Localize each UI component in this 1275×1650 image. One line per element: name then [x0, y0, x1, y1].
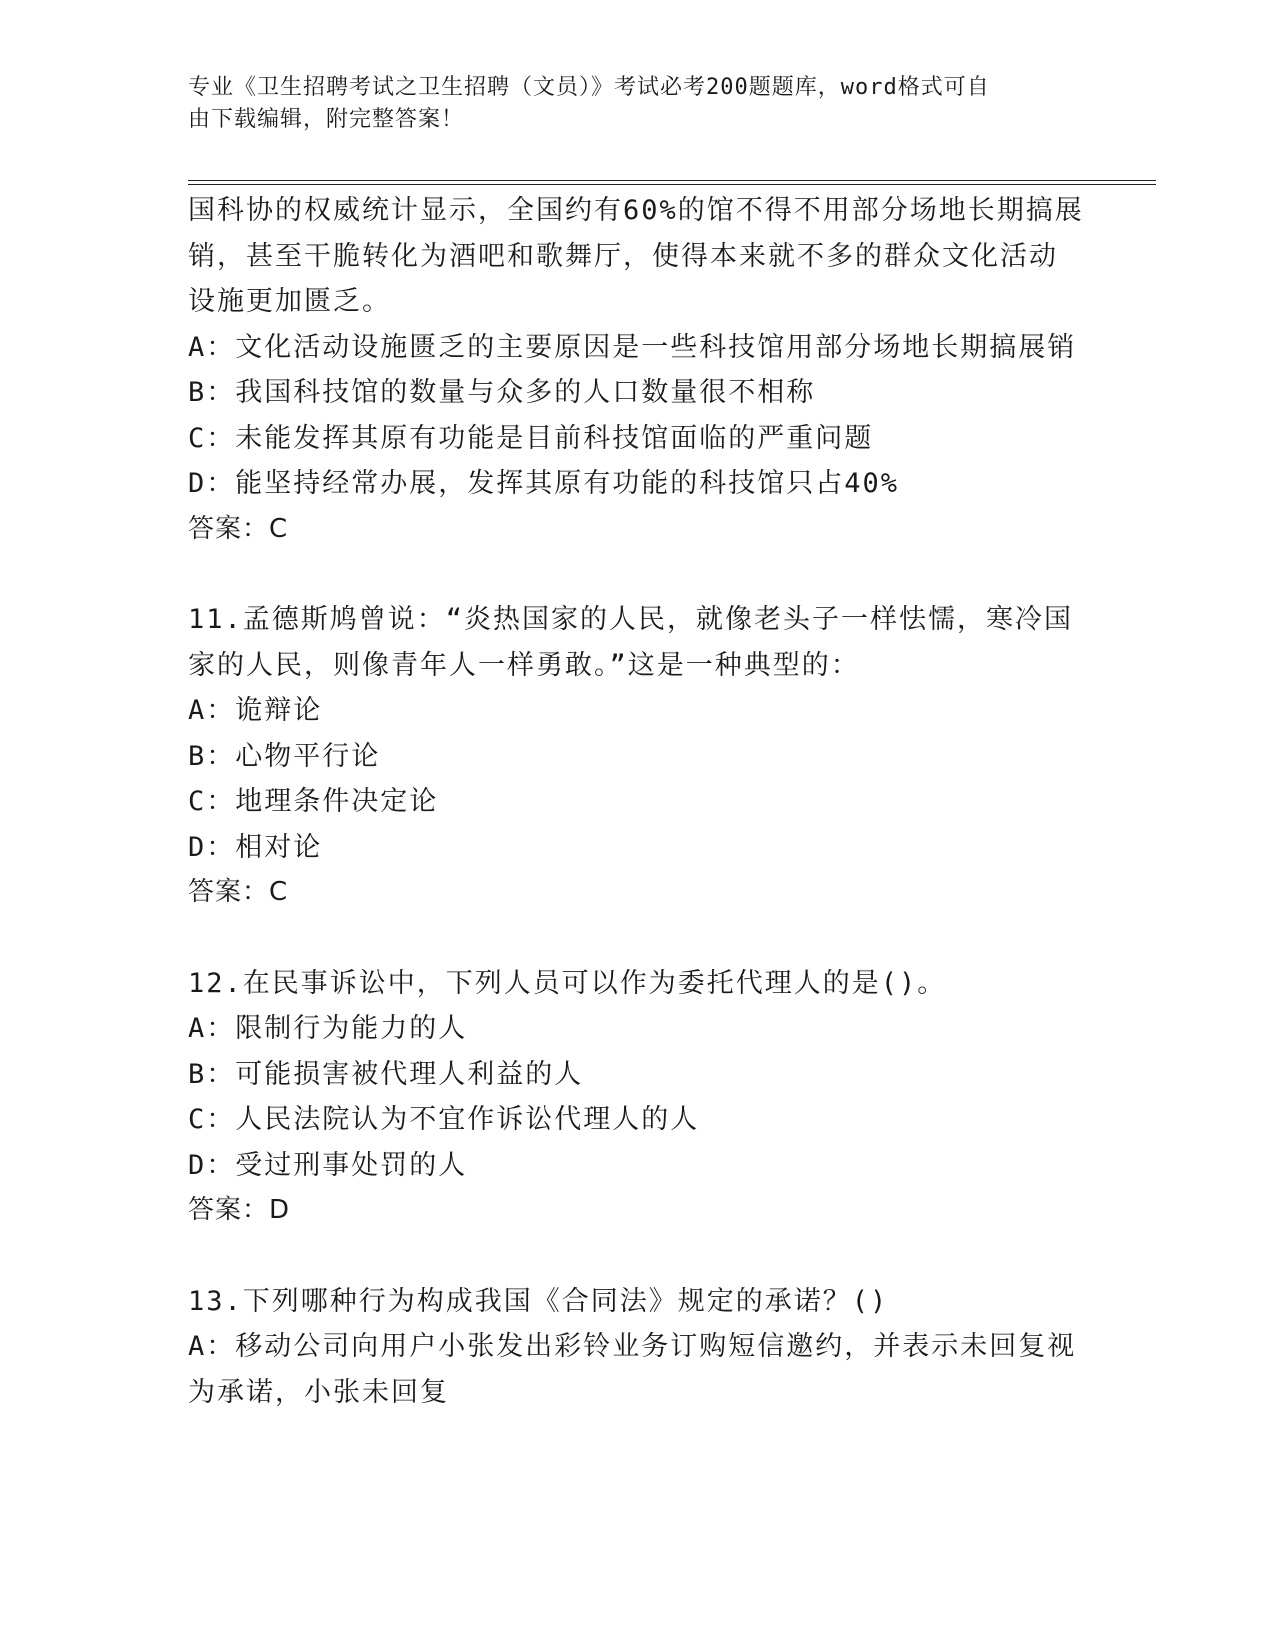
option-c: C：地理条件决定论 — [188, 786, 439, 817]
question-11 — [188, 597, 1088, 916]
question-stem-line: 13.下列哪种行为构成我国《合同法》规定的承诺？() — [188, 1285, 889, 1317]
option-c: C：未能发挥其原有功能是目前科技馆面临的严重问题 — [188, 422, 874, 454]
header-line-2: 由下载编辑，附完整答案！ — [188, 107, 465, 132]
answer-line: 答案：D — [188, 1195, 291, 1225]
option-a: A：移动公司向用户小张发出彩铃业务订购短信邀约，并表示未回复视 — [188, 1331, 1077, 1362]
question-stem-line: 11.孟德斯鸠曾说：“炎热国家的人民，就像老头子一样怯懦，寒冷国 — [188, 604, 1074, 635]
document-header — [188, 72, 1068, 136]
question-stem-line: 国科协的权威统计显示，全国约有60%的馆不得不用部分场地长期搞展 — [188, 195, 1084, 226]
document-body — [188, 188, 1088, 1415]
spacer — [188, 552, 1088, 597]
option-b: B：可能损害被代理人利益的人 — [188, 1058, 584, 1090]
option-c: C：人民法院认为不宜作诉讼代理人的人 — [188, 1104, 700, 1135]
header-divider-bottom — [188, 184, 1156, 185]
option-a: A：诡辩论 — [188, 695, 323, 726]
question-stem-line: 12.在民事诉讼中，下列人员可以作为委托代理人的是()。 — [188, 967, 947, 999]
answer-line: 答案：C — [188, 513, 289, 544]
option-d: D：能坚持经常办展，发挥其原有功能的科技馆只占40% — [188, 468, 900, 499]
spacer — [188, 916, 1088, 961]
header-divider-top — [188, 180, 1156, 181]
spacer — [188, 1234, 1088, 1279]
option-a: A：限制行为能力的人 — [188, 1013, 468, 1044]
question-stem-line: 销，甚至干脆转化为酒吧和歌舞厅，使得本来就不多的群众文化活动 — [188, 240, 1058, 272]
option-a-continued: 为承诺，小张未回复 — [188, 1376, 449, 1408]
option-b: B：我国科技馆的数量与众多的人口数量很不相称 — [188, 377, 816, 408]
option-a: A：文化活动设施匮乏的主要原因是一些科技馆用部分场地长期搞展销 — [188, 331, 1077, 363]
question-13 — [188, 1279, 1088, 1416]
question-stem-line: 家的人民，则像青年人一样勇敢。”这是一种典型的： — [188, 649, 860, 681]
answer-line: 答案：C — [188, 877, 289, 907]
option-b: B：心物平行论 — [188, 740, 381, 772]
header-line-1: 专业《卫生招聘考试之卫生招聘（文员）》考试必考200题题库，word格式可自 — [188, 75, 990, 100]
question-10 — [188, 188, 1088, 552]
option-d: D：受过刑事处罚的人 — [188, 1149, 468, 1181]
option-d: D：相对论 — [188, 831, 323, 863]
question-stem-line: 设施更加匮乏。 — [188, 286, 391, 317]
question-12 — [188, 961, 1088, 1234]
